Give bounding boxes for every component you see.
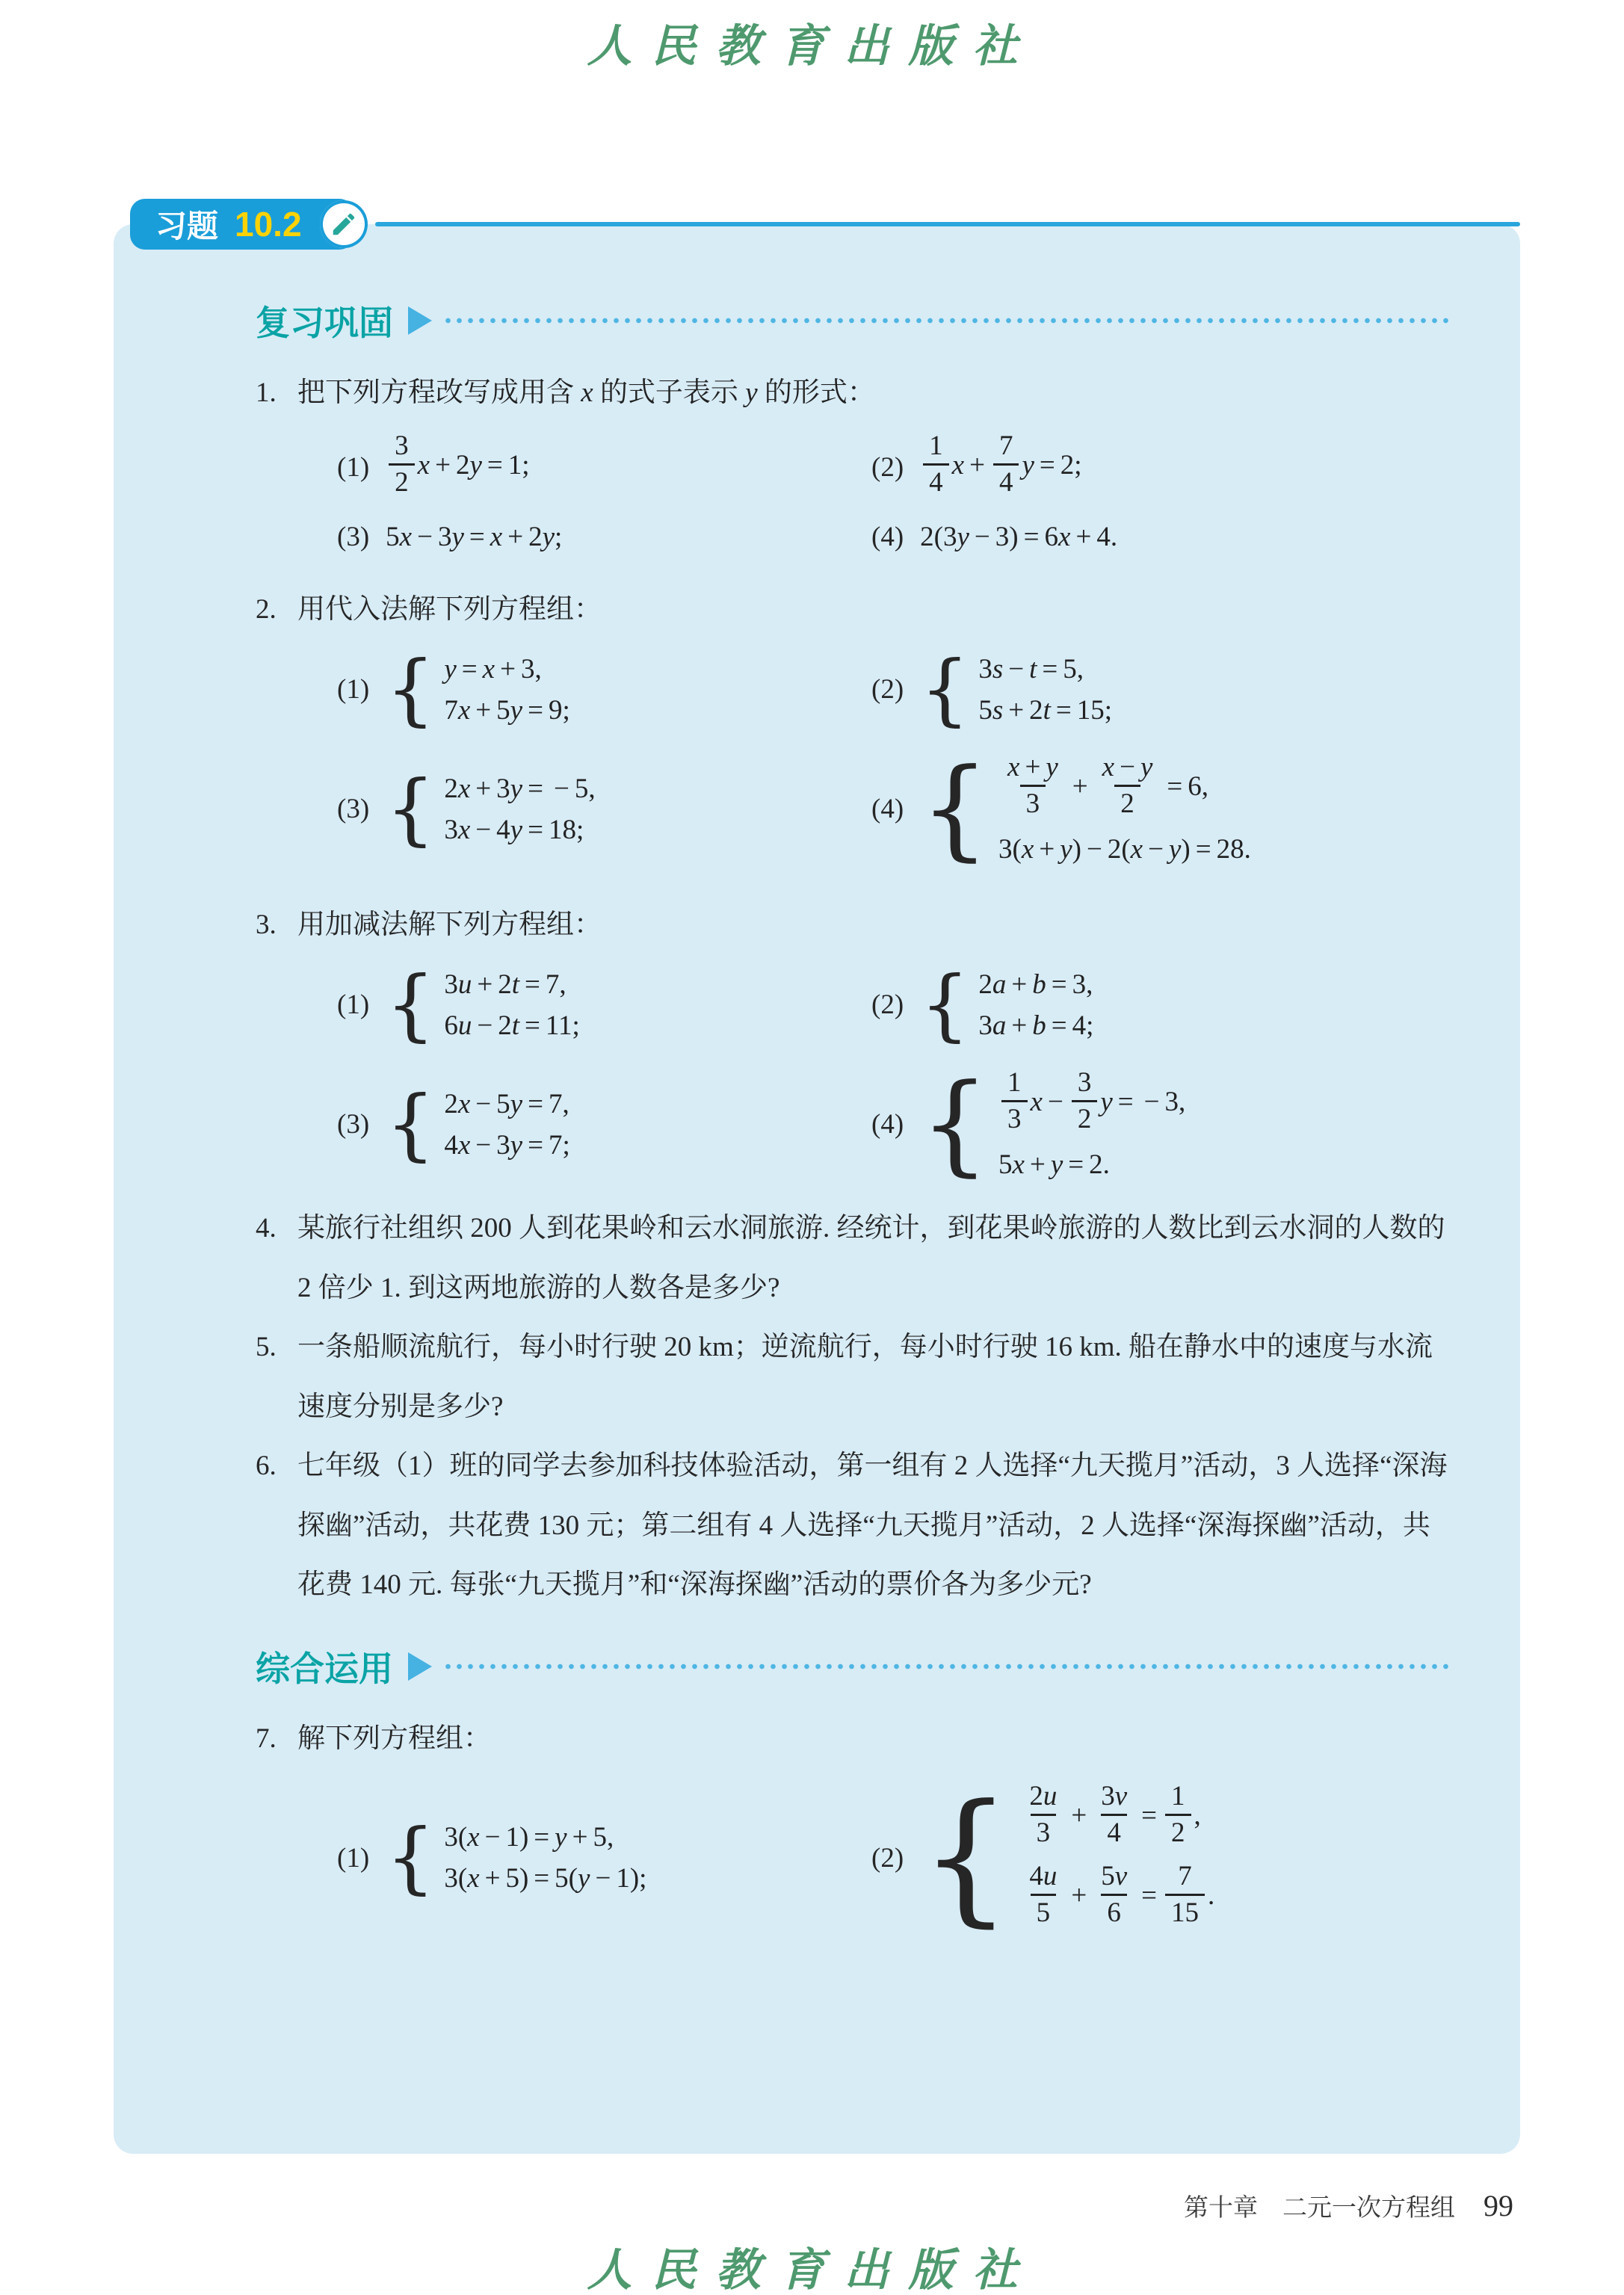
- equation: $\frac{2u}{3}$ + $\frac{3v}{4}$ = $\frac{1}{2}$ ,: [1020, 1782, 1214, 1854]
- system-item: [337, 763, 871, 855]
- problem-5: [256, 1318, 1454, 1436]
- item-label: (3): [337, 522, 370, 553]
- equation: $\frac{3}{2}$ x + 2y = 1;: [386, 432, 529, 504]
- equation-item: [337, 432, 871, 504]
- item-label: (2): [871, 1842, 904, 1874]
- equation: $\frac{x + y}{3}$ + $\frac{x - y}{2}$ = 6,: [998, 753, 1251, 825]
- equation: 3a + b = 4;: [978, 1010, 1094, 1041]
- problem-number: 2.: [256, 594, 277, 626]
- publisher-watermark-bottom: 人民教育出版社: [587, 2246, 1037, 2295]
- section-review: [256, 296, 1454, 345]
- section-review-title: 复习巩固: [256, 303, 393, 342]
- item-label: (2): [871, 989, 904, 1021]
- problem-number: 7.: [256, 1723, 277, 1754]
- brace-glyph: {: [386, 643, 436, 735]
- problem-number: 3.: [256, 909, 277, 941]
- equation: $\frac{4u}{5}$ + $\frac{5v}{6}$ = $\frac{7}{15}$ .: [1020, 1862, 1214, 1934]
- brace-glyph: {: [920, 1060, 990, 1188]
- equation: 2a + b = 3,: [978, 969, 1093, 1000]
- dotted-rule: [442, 318, 1454, 324]
- item-label: (1): [337, 989, 370, 1021]
- problem-text: 一条船顺流航行，每小时行驶 20 km；逆流航行，每小时行驶 16 km. 船在静水中的速度与水流速度分别是多少?: [297, 1332, 1433, 1422]
- equation-item: [871, 432, 1454, 504]
- equation: $\frac{1}{4}$ x + $\frac{7}{4}$ y = 2;: [920, 432, 1081, 504]
- problem-1: [256, 363, 1454, 553]
- equation: y = x + 3,: [444, 653, 542, 685]
- system-grid: [337, 1773, 1454, 1941]
- problem-text: 用加减法解下列方程组：: [297, 909, 602, 941]
- problem-text: 解下列方程组：: [297, 1723, 491, 1754]
- badge-label: 习题: [155, 209, 219, 244]
- equation: 3(x + 5) = 5(y − 1);: [444, 1863, 647, 1894]
- dotted-rule: [442, 1664, 1454, 1669]
- equation: 5s + 2t = 15;: [978, 694, 1113, 726]
- brace-glyph: {: [920, 958, 970, 1050]
- equation: 3(x − 1) = y + 5,: [444, 1822, 614, 1853]
- footer-page-number: 99: [1483, 2189, 1513, 2223]
- problem-number: 1.: [256, 377, 277, 408]
- problem-number: 5.: [256, 1332, 277, 1363]
- system-item: [871, 1773, 1454, 1941]
- equation: 5x + y = 2.: [998, 1149, 1110, 1181]
- problem-number: 4.: [256, 1213, 277, 1244]
- problem-2: [256, 580, 1454, 873]
- page-footer: [1184, 2188, 1513, 2223]
- problem-text: 用代入法解下列方程组：: [297, 594, 602, 626]
- problem-3: [256, 895, 1454, 1188]
- equation: 2x + 3y = − 5,: [444, 773, 596, 804]
- section-comprehensive-title: 综合运用: [256, 1649, 393, 1688]
- item-label: (2): [871, 674, 904, 705]
- brace-glyph: {: [920, 1773, 1012, 1941]
- problem-text: 某旅行社组织 200 人到花果岭和云水洞旅游. 经统计，到花果岭旅游的人数比到云水洞的人数的 2 倍少 1. 到这两地旅游的人数各是多少?: [297, 1213, 1445, 1303]
- equation: 3(x + y) − 2(x − y) = 28.: [998, 834, 1251, 865]
- panel-content: [114, 224, 1520, 1964]
- problem-text: 把下列方程改写成用含 x 的式子表示 y 的形式：: [297, 377, 875, 408]
- problem-text: 七年级（1）班的同学去参加科技体验活动，第一组有 2 人选择“九天揽月”活动，3 人选择“深海探幽”活动，共花费 130 元；第二组有 4 人选择“九天揽月”活动，2 人选择“深海探幽”活动，共花费 140 元. 每张“九天揽月”和“深海探幽”活动的票价各为多少元?: [297, 1451, 1448, 1601]
- system-grid: [337, 958, 1454, 1188]
- brace-glyph: {: [386, 763, 436, 855]
- item-label: (2): [871, 451, 904, 483]
- badge-number: 10.2: [235, 205, 302, 244]
- equation: 3u + 2t = 7,: [444, 969, 566, 1000]
- system-item: [337, 1078, 871, 1170]
- item-label: (3): [337, 794, 370, 825]
- system-item: [871, 958, 1454, 1050]
- equation-grid: [337, 432, 1454, 554]
- equation: $\frac{1}{3}$ x − $\frac{3}{2}$ y = − 3,: [998, 1069, 1185, 1140]
- equation: 2x − 5y = 7,: [444, 1088, 569, 1119]
- system-item: [337, 1811, 871, 1903]
- problem-4: [256, 1199, 1454, 1318]
- equation-item: [337, 521, 871, 553]
- brace-glyph: {: [386, 1078, 436, 1170]
- equation: 3x − 4y = 18;: [444, 814, 584, 845]
- brace-glyph: {: [920, 643, 970, 735]
- problem-number: 6.: [256, 1451, 277, 1482]
- item-label: (1): [337, 674, 370, 705]
- equation: 5x − 3y = x + 2y;: [386, 522, 563, 553]
- pencil-glyph: [330, 210, 358, 238]
- system-item: [337, 643, 871, 735]
- pencil-icon: [320, 200, 368, 248]
- equation-item: [871, 521, 1454, 553]
- item-label: (4): [871, 794, 904, 825]
- equation: 4x − 3y = 7;: [444, 1129, 570, 1161]
- item-label: (1): [337, 451, 370, 483]
- brace-glyph: {: [386, 958, 436, 1050]
- item-label: (4): [871, 1109, 904, 1140]
- equation: 6u − 2t = 11;: [444, 1010, 580, 1041]
- system-item: [871, 1060, 1454, 1188]
- header-rule: [375, 222, 1520, 226]
- exercise-header: [130, 199, 1520, 250]
- equation: 3s − t = 5,: [978, 653, 1084, 685]
- triangle-icon: [408, 306, 432, 335]
- publisher-watermark-top: 人民教育出版社: [587, 22, 1037, 71]
- brace-glyph: {: [920, 745, 990, 873]
- system-item: [337, 958, 871, 1050]
- section-comprehensive: [256, 1642, 1454, 1691]
- item-label: (3): [337, 1109, 370, 1140]
- footer-chapter: 第十章 二元一次方程组: [1184, 2195, 1455, 2222]
- equation: 7x + 5y = 9;: [444, 694, 570, 726]
- equation: 2(3y − 3) = 6x + 4.: [920, 522, 1118, 553]
- problem-7: [256, 1709, 1454, 1941]
- system-item: [871, 745, 1454, 873]
- system-item: [871, 643, 1454, 735]
- item-label: (1): [337, 1842, 370, 1874]
- problem-6: [256, 1436, 1454, 1615]
- item-label: (4): [871, 522, 904, 553]
- system-grid: [337, 643, 1454, 873]
- triangle-icon: [408, 1652, 432, 1681]
- brace-glyph: {: [386, 1811, 436, 1903]
